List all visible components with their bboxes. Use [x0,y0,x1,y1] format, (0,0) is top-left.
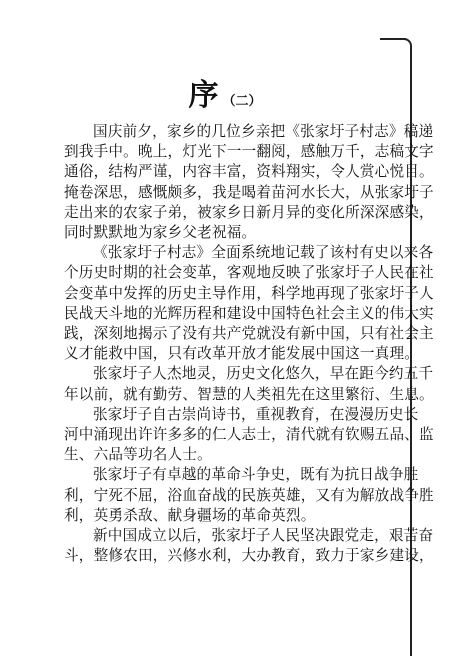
text-line: 《张家圩子村志》全面系统地记载了该村有史以来各 [93,244,434,262]
text-line: 生、六品等功名人士。 [64,446,212,464]
text-line: 掩卷深思，感慨颇多，我是喝着苗河水长大，从张家圩子 [64,183,434,201]
text-line: 河中涌现出许许多多的仁人志士，清代就有钦赐五品、监 [64,426,434,444]
preface-body [64,122,434,566]
paragraph [64,364,434,404]
text-line: 国庆前夕，家乡的几位乡亲把《张家圩子村志》稿递 [93,123,434,140]
text-line: 践，深刻地揭示了没有共产党就没有新中国，只有社会主 [64,325,434,343]
title-sub: （二） [222,94,262,109]
text-line: 年以前，就有勤劳、智慧的人类祖先在这里繁衍、生息。 [64,385,434,403]
text-line: 新中国成立以后，张家圩子人民坚决跟党走，艰苦奋 [93,527,434,545]
paragraph [64,405,434,466]
text-line: 走出来的农家子弟，被家乡日新月异的变化所深深感染， [64,203,434,221]
text-line: 张家圩子有卓越的革命斗争史，既有为抗日战争胜 [93,466,419,484]
text-line: 利，英勇杀敌、献身疆场的革命英烈。 [64,506,316,524]
paragraph [64,122,434,243]
text-line: 会变革中发挥的历史主导作用，科学地再现了张家圩子人 [64,284,434,302]
paragraph [64,243,434,364]
text-line: 张家圩子自古崇尚诗书，重视教育，在漫漫历史长 [93,405,419,423]
text-line: 同时默默地为家乡父老祝福。 [64,224,257,242]
paragraph [64,526,434,566]
text-line: 到我手中。晚上，灯光下一一翻阅，感触万千，志稿文字 [64,143,434,161]
page-title [0,70,450,114]
text-line: 民战天斗地的光辉历程和建设中国特色社会主义的伟大实 [64,304,434,322]
page-top-edge [380,38,406,40]
text-line: 义才能救中国，只有改革开放才能发展中国这一真理。 [64,345,420,363]
text-line: 张家圩子人杰地灵，历史文化悠久，早在距今约五千 [93,365,434,383]
paragraph [64,465,434,526]
text-line: 个历史时期的社会变革，客观地反映了张家圩子人民在社 [64,264,434,282]
text-line: 通俗，结构严谨，内容丰富，资料翔实，令人赏心悦目。 [64,163,434,181]
text-line: 斗，整修农田，兴修水利，大办教育，致力于家乡建设， [64,547,434,565]
title-main: 序 [188,78,221,113]
text-line: 利，宁死不屈，浴血奋战的民族英雄，又有为解放战争胜 [64,486,434,504]
